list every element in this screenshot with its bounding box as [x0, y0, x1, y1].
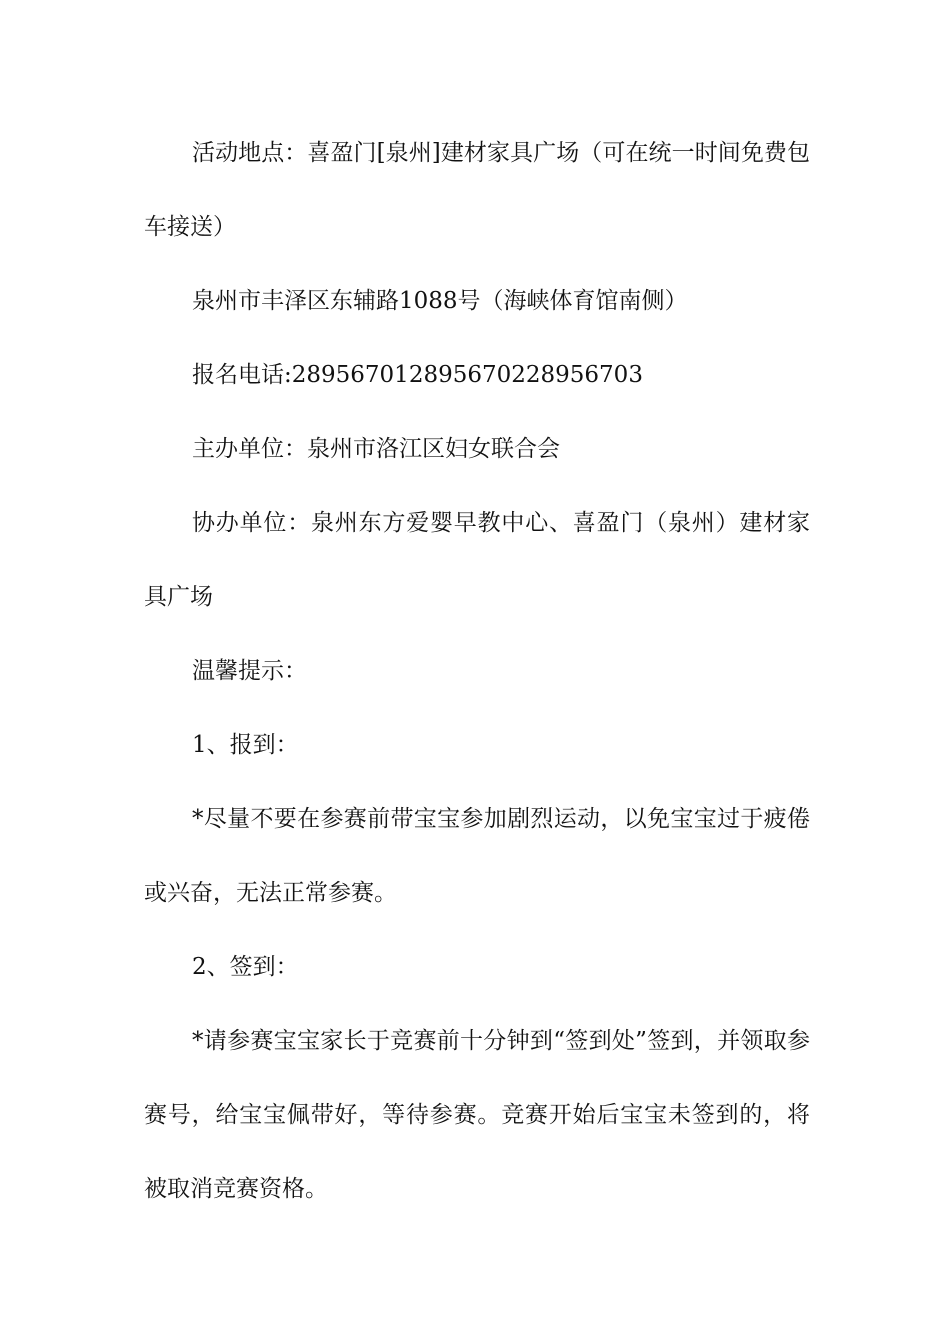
paragraph-venue: 活动地点：喜盈门[泉州]建材家具广场（可在统一时间免费包车接送） [144, 140, 810, 240]
paragraph-item-1-body: *尽量不要在参赛前带宝宝参加剧烈运动，以免宝宝过于疲倦或兴奋，无法正常参赛。 [144, 806, 810, 906]
paragraph-co-organizer: 协办单位：泉州东方爱婴早教中心、喜盈门（泉州）建材家具广场 [144, 510, 810, 610]
paragraph-item-2-body: *请参赛宝宝家长于竞赛前十分钟到“签到处”签到，并领取参赛号，给宝宝佩带好，等待参赛。竞赛开始后宝宝未签到的，将被取消竞赛资格。 [144, 1028, 810, 1202]
paragraph-item-2-heading: 2、签到： [192, 954, 299, 980]
paragraph-organizer: 主办单位：泉州市洛江区妇女联合会 [192, 436, 560, 462]
paragraph-tips-heading: 温馨提示： [192, 658, 307, 684]
paragraph-item-1-heading: 1、报到： [192, 732, 299, 758]
paragraph-phone: 报名电话:28956701289567022895670​3 [192, 362, 643, 388]
paragraph-address: 泉州市丰泽区东辅路1088号（海峡体育馆南侧） [192, 288, 688, 314]
